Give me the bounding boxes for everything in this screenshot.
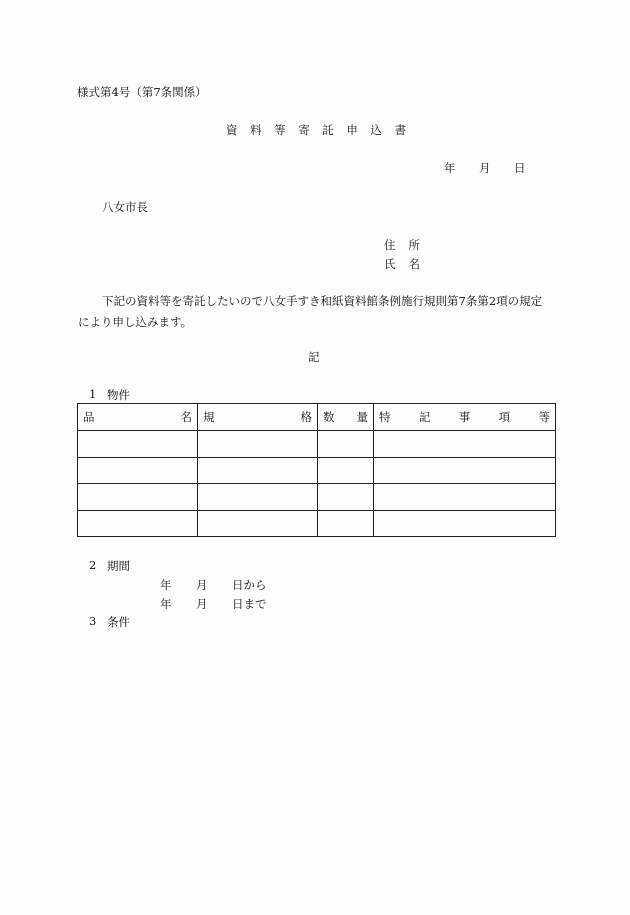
table-cell[interactable] (374, 484, 556, 510)
period-to-year: 年 (160, 597, 172, 611)
table-cell[interactable] (198, 431, 318, 457)
header-char: 特 (379, 410, 391, 425)
section-3-number: 3 (89, 614, 97, 628)
header-char: 規 (203, 410, 215, 425)
table-cell[interactable] (78, 431, 198, 457)
title-char: 等 (274, 123, 286, 137)
header-char: 記 (418, 410, 431, 425)
table-row (78, 484, 556, 510)
table-row (78, 431, 556, 457)
table-row (78, 510, 556, 536)
table-cell[interactable] (374, 510, 556, 536)
date-month: 月 (479, 161, 491, 175)
section-1-number: 1 (89, 387, 97, 401)
title-char: 寄 (298, 123, 310, 137)
table-cell[interactable] (198, 510, 318, 536)
title-char: 託 (322, 123, 334, 137)
table-cell[interactable] (318, 510, 374, 536)
header-char: 量 (356, 410, 368, 425)
header-char: 事 (458, 410, 471, 425)
header-char: 数 (323, 410, 335, 425)
period-from-day: 日から (232, 578, 267, 592)
body-text-line-1: 下記の資料等を寄託したいので八女手すき和紙資料館条例施行規則第7条第2項の規定 (102, 294, 543, 308)
date-day: 日 (514, 161, 526, 175)
period-to-month: 月 (196, 597, 208, 611)
section-2-number: 2 (89, 558, 97, 572)
period-from-year: 年 (160, 578, 172, 592)
header-item-name (78, 404, 198, 431)
items-table (77, 403, 556, 537)
title-char: 申 (346, 123, 358, 137)
section-2-label: 期間 (107, 559, 130, 573)
header-quantity (318, 404, 374, 431)
table-cell[interactable] (198, 457, 318, 483)
period-to-day: 日まで (232, 597, 267, 611)
title-char: 込 (370, 123, 382, 137)
table-row (78, 457, 556, 483)
table-cell[interactable] (198, 484, 318, 510)
body-text-line-2: により申し込みます。 (78, 315, 193, 329)
section-1-label: 物件 (107, 388, 130, 402)
period-from-month: 月 (196, 578, 208, 592)
header-remarks (374, 404, 556, 431)
form-number-label: 様式第4号（第7条関係） (77, 85, 207, 99)
table-cell[interactable] (374, 457, 556, 483)
applicant-address-label (384, 237, 420, 253)
table-header-row (78, 404, 556, 431)
label-char: 氏 (384, 257, 396, 271)
label-char: 所 (408, 238, 420, 252)
title-char: 資 (226, 123, 238, 137)
table-cell[interactable] (78, 484, 198, 510)
addressee: 八女市長 (102, 200, 148, 214)
table-cell[interactable] (374, 431, 556, 457)
header-char: 格 (300, 410, 312, 425)
table-cell[interactable] (318, 484, 374, 510)
header-char: 等 (538, 410, 550, 425)
date-year: 年 (444, 161, 456, 175)
table-cell[interactable] (78, 510, 198, 536)
applicant-name-label (384, 256, 420, 272)
table-cell[interactable] (78, 457, 198, 483)
ki-heading: 記 (308, 350, 320, 364)
label-char: 住 (384, 238, 396, 252)
header-char: 品 (83, 410, 95, 425)
header-char: 名 (180, 410, 192, 425)
title-char: 料 (250, 123, 262, 137)
table-cell[interactable] (318, 457, 374, 483)
section-3-label: 条件 (107, 615, 130, 629)
table-cell[interactable] (318, 431, 374, 457)
title-char: 書 (394, 123, 406, 137)
document-title (226, 122, 406, 138)
label-char: 名 (408, 257, 420, 271)
header-specification (198, 404, 318, 431)
header-char: 項 (498, 410, 511, 425)
